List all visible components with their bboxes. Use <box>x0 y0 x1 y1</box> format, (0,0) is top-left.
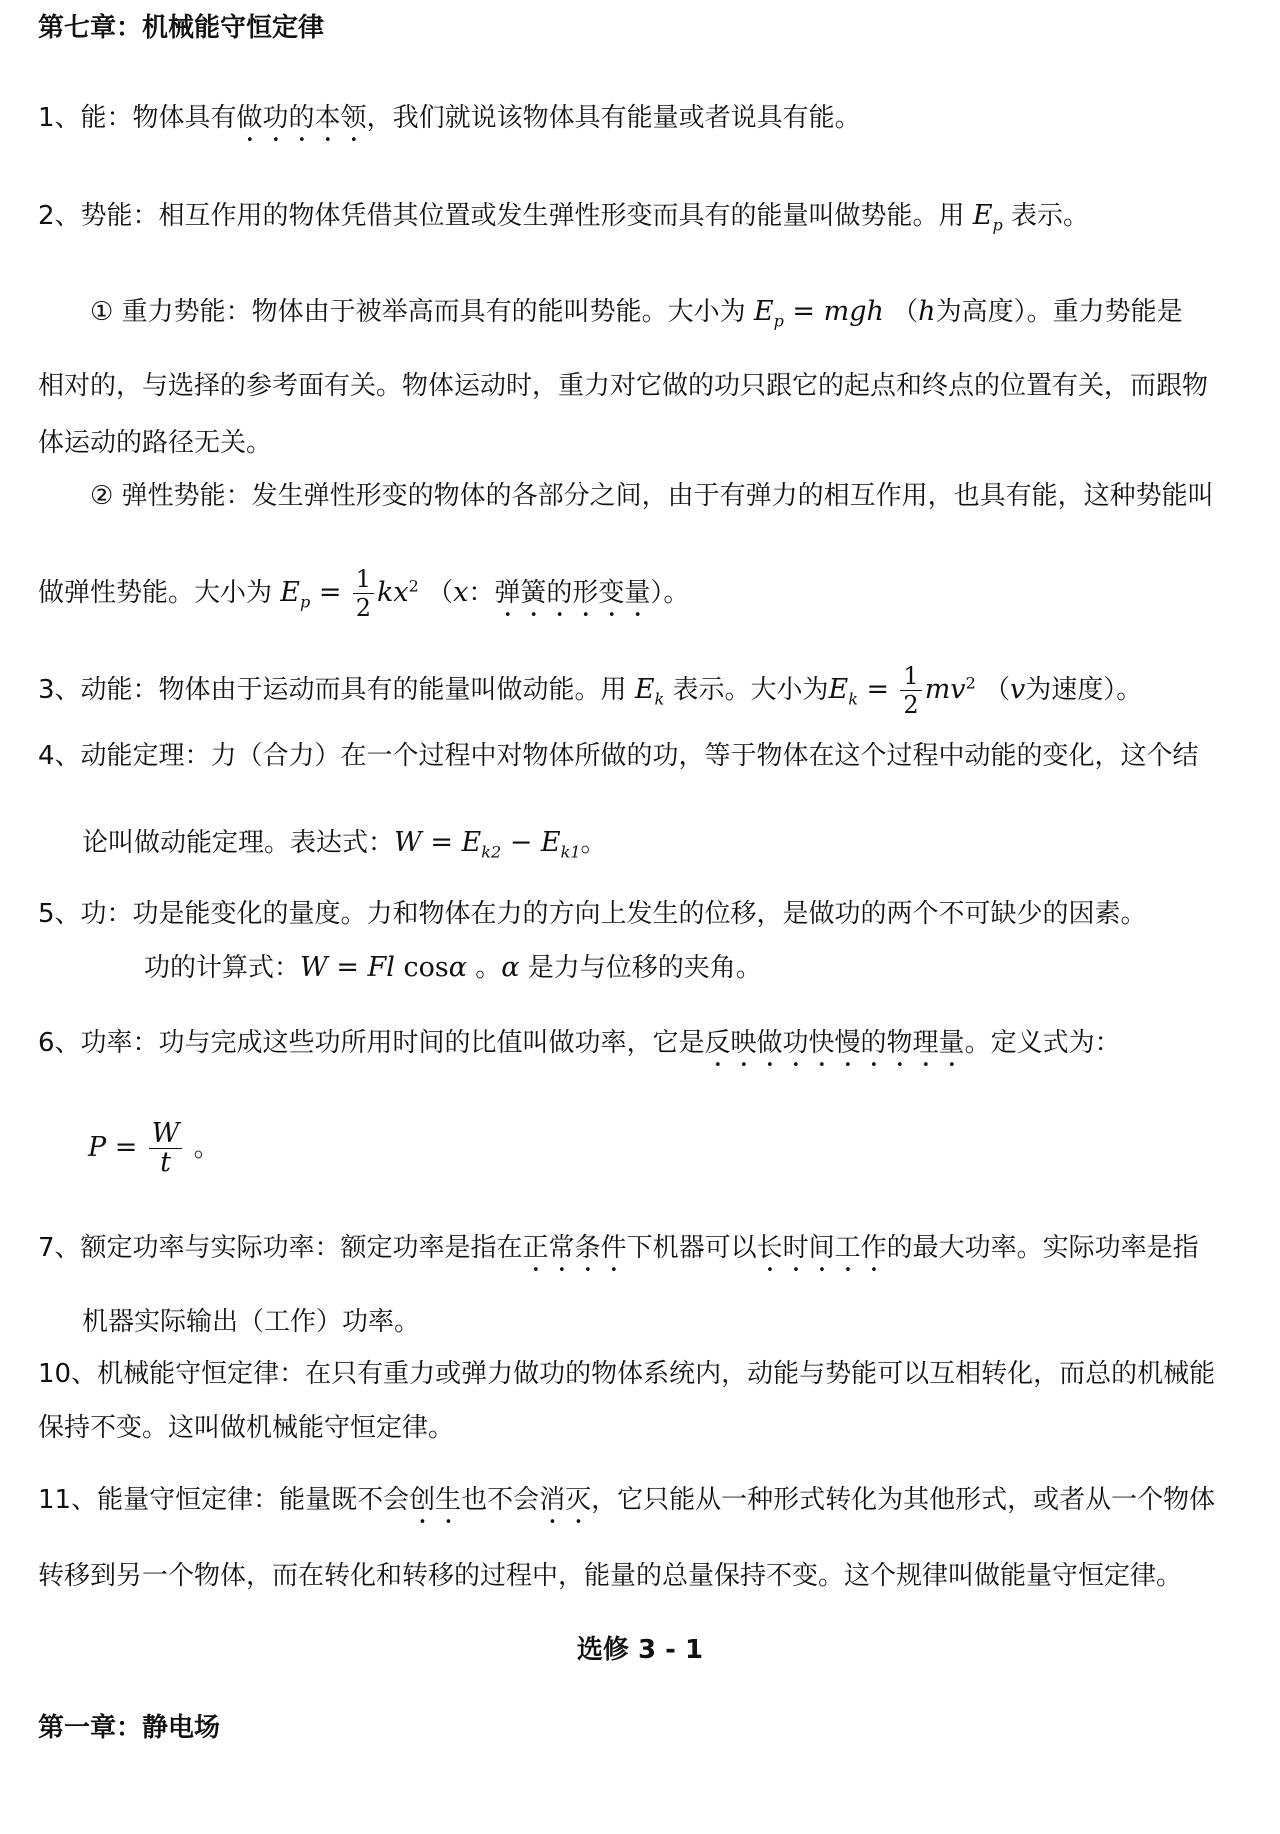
gravity-line-2: 相对的，与选择的参考面有关。物体运动时，重力对它做的功只跟它的起点和终点的位置有关，而跟物 <box>38 371 1209 401</box>
gravity-line-3: 体运动的路径无关。 <box>38 428 273 458</box>
item1-energy <box>38 100 861 148</box>
item7-emphasis-2: 长时间工作 <box>756 1233 887 1263</box>
alpha-symbol: α <box>501 952 520 983</box>
item11-line-1: 11、能量守恒定律：能量既不会创生也不会消灭，它只能从一种形式转化为其他形式，或者从一个物体 <box>38 1485 1216 1515</box>
chapter7-title: 第七章：机械能守恒定律 <box>38 13 325 43</box>
ek-symbol: $E_k$ <box>634 674 665 709</box>
v-symbol: v <box>1010 674 1026 705</box>
power-fraction: $\frac{W}{t}$ <box>149 1120 183 1177</box>
elastic-formula: $E_p$ = <box>280 577 342 612</box>
item2-suffix: 表示。 <box>1011 201 1090 231</box>
ep-symbol: $E_p$ <box>972 200 1003 235</box>
elastic-fraction: $\frac{1}{2}$ <box>353 565 374 622</box>
item3-kinetic-energy: 3、动能：物体由于运动而具有的能量叫做动能。用 $E_k$ 表示。大小为$E_k$ = $\frac{1}{2}$ $mv^2$ （v为速度）。 <box>38 662 1143 719</box>
item2-text: 2、势能：相互作用的物体凭借其位置或发生弹性形变而具有的能量叫做势能。用 <box>38 201 965 231</box>
item7-line-2: 机器实际输出（工作）功率。 <box>82 1307 421 1337</box>
item6-emphasis: 反映做功快慢的物理量 <box>704 1028 965 1058</box>
item11-line-2: 转移到另一个物体，而在转化和转移的过程中，能量的总量保持不变。这个规律叫做能量守恒定律。 <box>38 1561 1183 1591</box>
item7-line-1: 7、额定功率与实际功率：额定功率是指在正常条件下机器可以长时间工作的最大功率。实际功率是指 <box>38 1233 1199 1263</box>
chapter1-title: 第一章：静电场 <box>38 1713 221 1743</box>
item4-line-2: 论叫做动能定理。表达式：$W = E_{k2} - E_{k1}$。 <box>82 827 607 862</box>
kinetic-formula: $E_k$ = <box>828 674 890 709</box>
item2-potential-energy <box>38 198 1089 234</box>
item4-line-1: 4、动能定理：力（合力）在一个过程中对物体所做的功，等于物体在这个过程中动能的变化，这个结 <box>38 741 1199 771</box>
kinetic-fraction: $\frac{1}{2}$ <box>900 662 921 719</box>
item7-emphasis-1: 正常条件 <box>522 1233 627 1263</box>
elastic-emphasis: 弹簧的形变量 <box>494 578 651 608</box>
item11-emphasis-2: 消灭 <box>539 1485 592 1515</box>
x-symbol: x <box>453 577 469 608</box>
h-symbol: h <box>918 296 936 327</box>
elastic-line-2: 做弹性势能。大小为 $E_p$ = $\frac{1}{2}$ $kx^2$ （x：弹簧的形变量）。 <box>38 565 690 622</box>
item5-line-1: 5、功：功是能变化的量度。力和物体在力的方向上发生的位移，是做功的两个不可缺少的因素。 <box>38 899 1147 929</box>
item1-emphasis: 做功的本领 <box>236 103 367 133</box>
work-energy-formula: $W = E_{k2} - E_{k1}$ <box>394 827 581 862</box>
item1-rest: ，我们就说该物体具有能量或者说具有能。 <box>366 103 861 133</box>
item5-line-2: 功的计算式：W = Fl cosα 。α 是力与位移的夹角。 <box>144 952 762 983</box>
gravity-formula: $E_p$ = mgh <box>753 296 884 331</box>
gravity-line-1: ① 重力势能：物体由于被举高而具有的能叫势能。大小为 $E_p$ = mgh （h为高度）。重力势能是 <box>90 296 1183 331</box>
item1-label: 1、能：物体具有 <box>38 103 237 133</box>
power-formula: P = $\frac{W}{t}$ 。 <box>88 1118 220 1178</box>
item6-line-1: 6、功率：功与完成这些功所用时间的比值叫做功率，它是反映做功快慢的物理量。定义式为： <box>38 1028 1121 1058</box>
section-title: 选修 3 - 1 <box>576 1635 704 1665</box>
work-formula: W = Fl cosα <box>300 952 467 983</box>
item11-emphasis-1: 创生 <box>409 1485 462 1515</box>
elastic-line-1: ② 弹性势能：发生弹性形变的物体的各部分之间，由于有弹力的相互作用，也具有能，这种势能叫 <box>90 481 1214 511</box>
item10-line-2: 保持不变。这叫做机械能守恒定律。 <box>38 1413 455 1443</box>
item10-line-1: 10、机械能守恒定律：在只有重力或弹力做功的物体系统内，动能与势能可以互相转化，而总的机械能 <box>38 1359 1216 1389</box>
